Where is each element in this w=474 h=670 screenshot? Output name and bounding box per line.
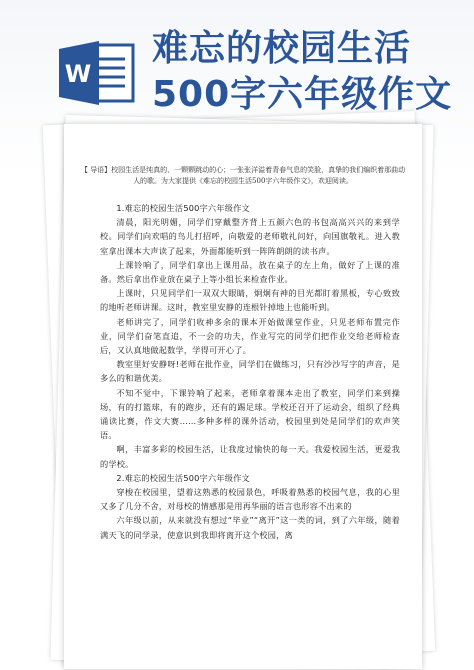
- body-paragraph: 啊，丰富多彩的校园生活，让我度过愉快的每一天。我爱校园生活，更爱我的学校。: [100, 444, 400, 469]
- body-paragraph: 老师讲完了，同学们收神多余的课本开始做课堂作业，只见老师布置完作业，同学们奋笔直追，不一会的功夫，作业写完的同学们把作业交给老师检查后，又认真地做起数学，学得可开心了。: [100, 316, 400, 356]
- body-paragraph: 穿梭在校园里，望着这熟悉的校园景色，呼吸着熟悉的校园气息，我的心里又多了几分不舍，对母校的情感那是用再华丽的语言也形容不出来的: [100, 487, 400, 512]
- body-paragraph: 上课时，只见同学们一双双大眼睛，炯炯有神的目光都盯着黑板，专心致致的地听老师讲课。这时，教室里安静的连根针掉地上也能听到。: [100, 288, 400, 313]
- intro-paragraph: 【 导语】校园生活是纯真的、一颗颗跳动的心；一张张洋溢着青春气息的笑脸，真挚的我们编织着那曲动人的歌。为大家提供《难忘的校园生活500字六年级作文》，欢迎阅读。: [80, 166, 406, 185]
- word-logo-letter: W: [64, 60, 92, 88]
- body-paragraph: 不知不觉中，下课铃响了起来，老师拿着课本走出了教室，同学们来到操场，有的打篮球，有的跑步，还有的踢足球。学校还召开了运动会，组织了经典诵读比赛，作文大赛……多种多样的课外活动，校园里到处是同学们的欢声笑语。: [100, 387, 400, 441]
- section-heading: 1.难忘的校园生活500字六年级作文: [116, 203, 250, 213]
- body-paragraph: 上课铃响了，同学们拿出上课用品，放在桌子的左上角，做好了上课的准备。然后拿出作业放在桌子上等小组长来检查作业。: [100, 259, 400, 285]
- word-document-icon: [59, 41, 135, 105]
- body-paragraph: 教室里好安静呀!老师在批作业，同学们在做练习，只有沙沙写字的声音，是多么的和谐优美。: [100, 359, 400, 384]
- body-paragraph: 清晨，阳光明媚，同学们穿戴整齐背上五颜六色的书包高高兴兴的来到学校。同学们向欢唱的鸟儿打招呼，向敬爱的老师敬礼问好，向国旗敬礼。进入教室拿出课本大声读了起来，外面都能听到一阵阵朗朗的读书声。: [100, 217, 400, 256]
- body-paragraph: 六年级以前，从来就没有想过“毕业”“离开”这一类的词，到了六年级，随着满天飞的同学录，使意识到我即将离开这个校园，离: [100, 515, 400, 540]
- article-body: [100, 201, 400, 542]
- document-title: 难忘的校园生活500字六年级作文: [152, 28, 453, 115]
- section-heading: 2.难忘的校园生活500字六年级作文: [116, 472, 250, 483]
